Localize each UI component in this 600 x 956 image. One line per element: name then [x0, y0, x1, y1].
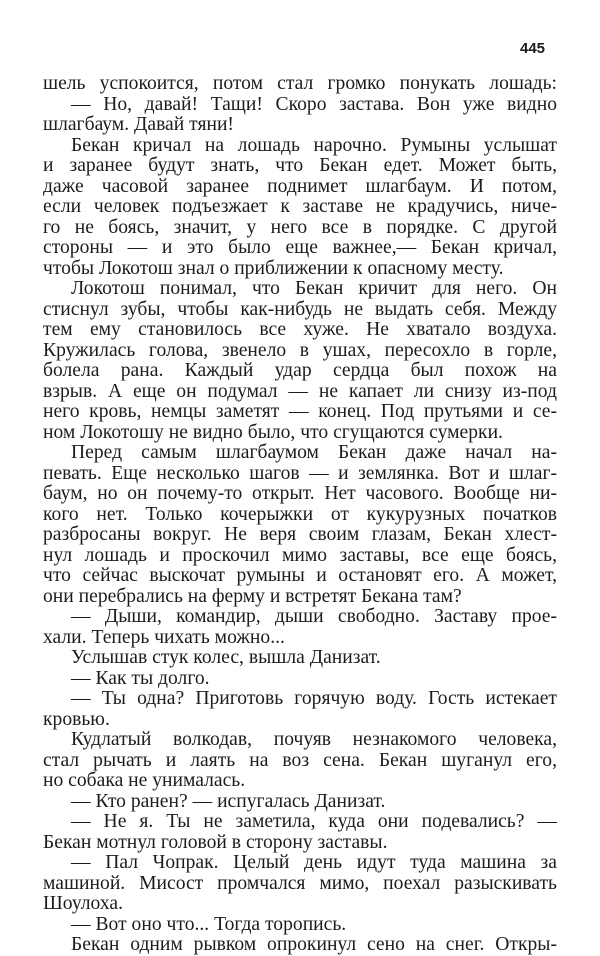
- text-line: — Но, давай! Тащи! Скоро застава. Вон уже видно: [71, 93, 557, 115]
- text-line: шлагбаум. Давай тяни!: [43, 114, 234, 135]
- text-line: — Дыши, командир, дыши свободно. Заставу прое-: [71, 606, 557, 627]
- text-line: и заранее будут знать, что Бекан едет. Может быть,: [43, 155, 557, 176]
- text-line: машиной. Мисост промчался мимо, поехал разыскивать: [43, 872, 557, 894]
- text-line: кровью.: [43, 708, 110, 730]
- text-line: если человек подъезжает к заставе не крадучись, ниче-: [43, 196, 557, 217]
- text-line: они перебрались на ферму и встретят Бекана там?: [43, 585, 462, 607]
- text-line: болела рана. Каждый удар сердца был похож на: [43, 360, 557, 381]
- text-line: баум, но он почему-то открыт. Нет часового. Вообще ни-: [43, 483, 557, 504]
- text-line: Бекан кричал на лошадь нарочно. Румыны услышат: [71, 134, 557, 156]
- text-line: певать. Еще несколько шагов — и землянка. Вот и шлаг-: [43, 462, 557, 484]
- text-line: шель успокоится, потом стал громко понукать лошадь:: [43, 73, 557, 94]
- text-line: Кудлатый волкодав, почуяв незнакомого человека,: [71, 729, 557, 750]
- text-line: — Ты одна? Приготовь горячую воду. Гость истекает: [71, 688, 557, 709]
- text-line: — Пал Чопрак. Целый день идут туда машина за: [71, 852, 557, 873]
- text-line: Бекан одним рывком опрокинул сено на снег. Откры-: [71, 934, 557, 955]
- text-line: Бекан мотнул головой в сторону заставы.: [43, 831, 388, 853]
- text-line: стиснул зубы, чтобы как-нибудь не выдать себя. Между: [43, 298, 557, 320]
- text-line: стороны — и это было еще важнее,— Бекан кричал,: [43, 237, 557, 258]
- text-line: Локотош понимал, что Бекан кричит для него. Он: [71, 278, 557, 299]
- text-line: ном Локотошу не видно было, что сгущаются сумерки.: [43, 421, 503, 443]
- body-text: [43, 74, 557, 956]
- page-number: 445: [520, 40, 546, 57]
- text-line: него кровь, немцы заметят — конец. Под прутьями и се-: [43, 401, 557, 422]
- text-line: даже часовой заранее поднимет шлагбаум. И потом,: [43, 175, 557, 197]
- text-line: — Кто ранен? — испугалась Данизат.: [71, 790, 386, 812]
- text-line: Перед самым шлагбаумом Бекан даже начал на-: [71, 442, 557, 463]
- text-line: Кружилась голова, звенело в ушах, пересохло в горле,: [43, 339, 557, 361]
- text-line: Шоулоха.: [43, 893, 123, 914]
- text-line: взрыв. А еще он подумал — не капает ли снизу из-под: [43, 380, 557, 402]
- text-line: — Как ты долго.: [71, 667, 210, 689]
- text-line: Услышав стук колес, вышла Данизат.: [71, 647, 381, 668]
- text-line: — Вот оно что... Тогда торопись.: [71, 913, 347, 935]
- text-line: что сейчас выскочат румыны и остановят его. А может,: [43, 565, 557, 586]
- text-line: го не боясь, значит, у него все в порядке. С другой: [43, 216, 557, 238]
- text-line: разбросаны вокруг. Не веря своим глазам, Бекан хлест-: [43, 524, 557, 545]
- text-line: но собака не унималась.: [43, 770, 246, 791]
- text-line: чтобы Локотош знал о приближении к опасному месту.: [43, 257, 504, 279]
- text-line: хали. Теперь чихать можно...: [43, 626, 285, 648]
- text-line: тем ему становилось все хуже. Не хватало воздуха.: [43, 319, 557, 340]
- text-line: — Не я. Ты не заметила, куда они подевались? —: [71, 811, 557, 832]
- text-line: нул лошадь и проскочил мимо заставы, все еще боясь,: [43, 544, 557, 566]
- text-line: кого нет. Только кочерыжки от кукурузных початков: [43, 503, 557, 525]
- text-line: стал рычать и лаять на воз сена. Бекан шуганул его,: [43, 749, 557, 771]
